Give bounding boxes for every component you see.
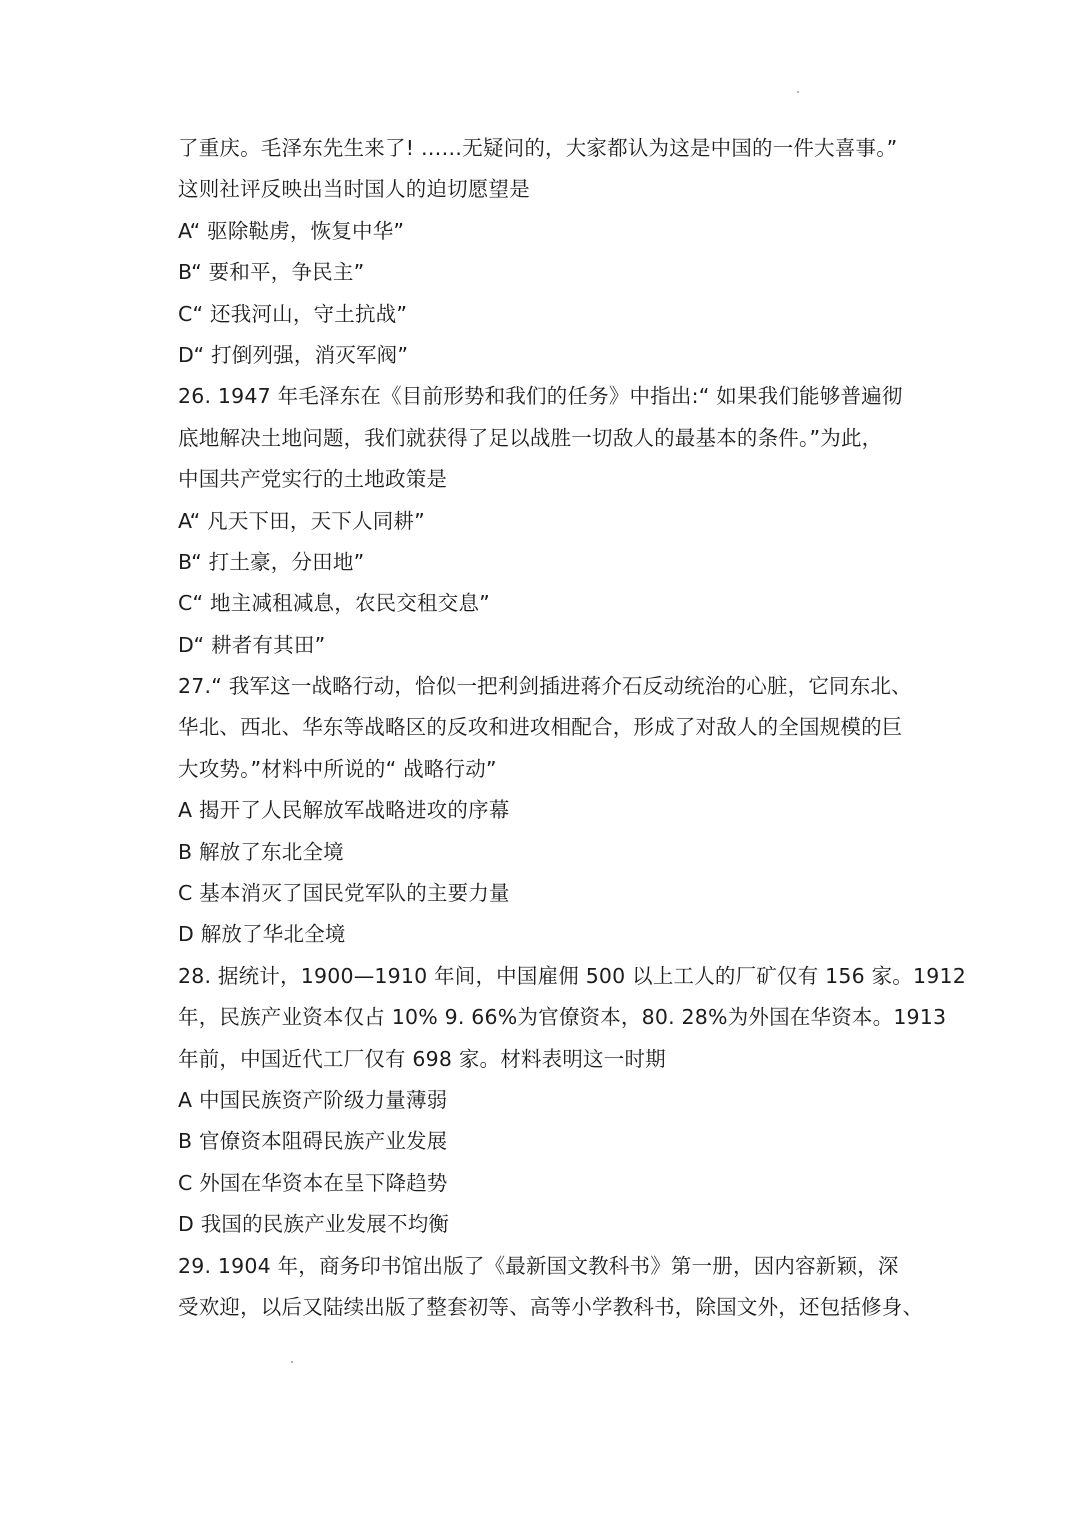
question-27-option-a: A 揭开了人民解放军战略进攻的序幕 bbox=[178, 798, 510, 823]
question-stem: 这则社评反映出当时国人的迫切愿望是 bbox=[178, 177, 530, 202]
text-line: 了重庆。毛泽东先生来了! ……无疑问的，大家都认为这是中国的一件大喜事。” bbox=[178, 136, 898, 160]
question-28-option-a: A 中国民族资产阶级力量薄弱 bbox=[178, 1087, 448, 1112]
question-28-line-1: 28. 据统计，1900—1910 年间，中国雇佣 500 以上工人的厂矿仅有 156 家。1912 bbox=[178, 963, 966, 988]
question-27-line-2: 华北、西北、华东等战略区的反攻和进攻相配合，形成了对敌人的全国规模的巨 bbox=[178, 715, 903, 740]
question-27-option-d: D 解放了华北全境 bbox=[178, 922, 346, 947]
option-d: D“ 打倒列强，消灭军阀” bbox=[178, 342, 409, 367]
scan-speck bbox=[797, 91, 799, 93]
question-27-line-3: 大攻势。”材料中所说的“ 战略行动” bbox=[178, 756, 497, 781]
question-26-option-c: C“ 地主减租减息，农民交租交息” bbox=[178, 591, 490, 616]
question-29-line-1: 29. 1904 年，商务印书馆出版了《最新国文教科书》第一册，因内容新颖，深 bbox=[178, 1253, 899, 1278]
question-27-option-b: B 解放了东北全境 bbox=[178, 839, 344, 864]
question-28-line-3: 年前，中国近代工厂仅有 698 家。材料表明这一时期 bbox=[178, 1046, 666, 1071]
question-26-option-a: A“ 凡天下田，天下人同耕” bbox=[178, 508, 425, 533]
question-27-line-1: 27.“ 我军这一战略行动，恰似一把利剑插进蒋介石反动统治的心脏，它同东北、 bbox=[178, 674, 912, 699]
question-28-option-c: C 外国在华资本在呈下降趋势 bbox=[178, 1170, 448, 1195]
exam-text-body bbox=[178, 128, 966, 1328]
question-26-line-3: 中国共产党实行的土地政策是 bbox=[178, 467, 448, 492]
question-28-line-2: 年，民族产业资本仅占 10% 9. 66%为官僚资本，80. 28%为外国在华资本。1913 bbox=[178, 1005, 947, 1030]
option-b: B“ 要和平，争民主” bbox=[178, 260, 365, 285]
question-28-option-d: D 我国的民族产业发展不均衡 bbox=[178, 1212, 450, 1237]
question-26-line-2: 底地解决土地问题，我们就获得了足以战胜一切敌人的最基本的条件。”为此， bbox=[178, 425, 883, 450]
option-c: C“ 还我河山，守土抗战” bbox=[178, 301, 408, 326]
question-29-line-2: 受欢迎，以后又陆续出版了整套初等、高等小学教科书，除国文外，还包括修身、 bbox=[178, 1294, 924, 1319]
question-26-option-b: B“ 打土豪，分田地” bbox=[178, 549, 365, 574]
scan-speck bbox=[291, 1361, 293, 1363]
question-28-option-b: B 官僚资本阻碍民族产业发展 bbox=[178, 1129, 448, 1154]
question-27-option-c: C 基本消灭了国民党军队的主要力量 bbox=[178, 881, 510, 906]
option-a: A“ 驱除鞑虏，恢复中华” bbox=[178, 218, 405, 243]
question-26-line-1: 26. 1947 年毛泽东在《目前形势和我们的任务》中指出:“ 如果我们能够普遍彻 bbox=[178, 384, 903, 409]
question-26-option-d: D“ 耕者有其田” bbox=[178, 632, 326, 657]
